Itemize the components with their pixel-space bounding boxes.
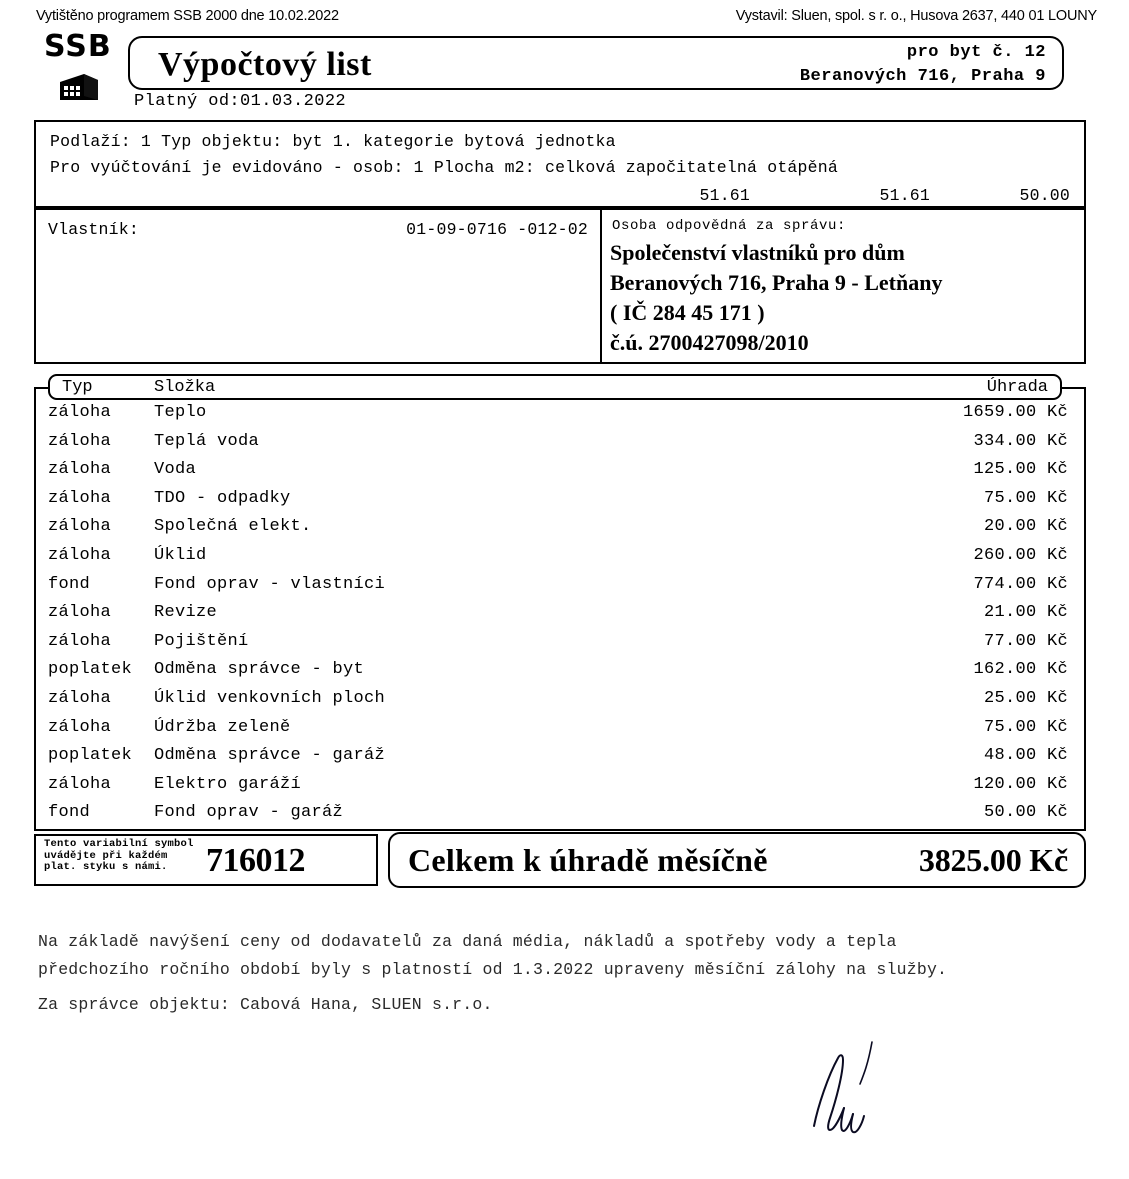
owner-code-value: 01-09-0716 -012-02 xyxy=(406,220,588,239)
ssb-logo-text: SSB xyxy=(44,29,112,64)
row-type: fond xyxy=(48,574,91,594)
variable-symbol-value: 716012 xyxy=(206,842,305,879)
object-info-box xyxy=(34,120,1086,208)
row-component-name: Revize xyxy=(154,603,218,623)
owner-label: Vlastník: xyxy=(48,220,139,239)
row-type: záloha xyxy=(48,717,112,737)
valid-from-label: Platný od:01.03.2022 xyxy=(134,92,347,111)
signature-image xyxy=(790,1030,940,1155)
table-row xyxy=(36,517,1084,546)
administrator-name: Společenství vlastníků pro dům xyxy=(610,240,905,265)
flat-number-label: pro byt č. 12 xyxy=(906,43,1046,62)
row-type: záloha xyxy=(48,631,112,651)
table-row xyxy=(36,546,1084,575)
row-amount: 50.00 Kč xyxy=(983,803,1068,823)
area-countable-value: 51.61 xyxy=(879,186,930,205)
administrator-label: Osoba odpovědná za správu: xyxy=(612,218,847,234)
variable-symbol-box xyxy=(34,834,378,886)
table-row xyxy=(36,746,1084,775)
persons-and-area-line: Pro vyúčtování je evidováno - osob: 1 Plocha m2: celková započitatelná otápěná xyxy=(50,158,838,177)
row-amount: 260.00 Kč xyxy=(973,545,1068,565)
floor-and-type-line: Podlaží: 1 Typ objektu: byt 1. kategorie bytová jednotka xyxy=(50,132,616,151)
row-amount: 75.00 Kč xyxy=(983,717,1068,737)
variable-symbol-note: Tento variabilní symbol uvádějte při každém plat. styku s námi. xyxy=(44,838,194,873)
row-component-name: Odměna správce - byt xyxy=(154,660,365,680)
row-amount: 77.00 Kč xyxy=(983,631,1068,651)
area-total-value: 51.61 xyxy=(699,186,750,205)
table-row xyxy=(36,489,1084,518)
manager-line: Za správce objektu: Cabová Hana, SLUEN s.r.o. xyxy=(38,995,493,1014)
row-component-name: Úklid xyxy=(154,545,207,565)
administrator-details xyxy=(610,238,942,358)
row-amount: 21.00 Kč xyxy=(983,603,1068,623)
column-header-component: Složka xyxy=(154,378,216,397)
row-type: fond xyxy=(48,803,91,823)
flat-address-label: Beranových 716, Praha 9 xyxy=(799,67,1046,86)
row-component-name: Společná elekt. xyxy=(154,517,312,537)
owner-and-administrator-box xyxy=(34,208,1086,364)
footer-note xyxy=(38,928,1098,984)
column-header-type: Typ xyxy=(62,378,93,397)
owner-box-divider xyxy=(600,210,602,362)
column-header-payment: Úhrada xyxy=(986,378,1048,397)
total-box xyxy=(388,832,1086,888)
row-component-name: Elektro garáží xyxy=(154,774,302,794)
row-amount: 25.00 Kč xyxy=(983,688,1068,708)
row-component-name: Údržba zeleně xyxy=(154,717,291,737)
table-row xyxy=(36,660,1084,689)
table-row xyxy=(36,632,1084,661)
row-amount: 125.00 Kč xyxy=(973,460,1068,480)
table-row xyxy=(36,775,1084,804)
table-row xyxy=(36,603,1084,632)
row-component-name: Voda xyxy=(154,460,197,480)
row-amount: 334.00 Kč xyxy=(973,431,1068,451)
flat-identification xyxy=(800,41,1046,89)
table-row xyxy=(36,432,1084,461)
administrator-address: Beranových 716, Praha 9 - Letňany xyxy=(610,270,943,295)
table-row xyxy=(36,460,1084,489)
total-amount: 3825.00 Kč xyxy=(918,842,1068,878)
row-amount: 75.00 Kč xyxy=(983,488,1068,508)
row-amount: 20.00 Kč xyxy=(983,517,1068,537)
row-type: záloha xyxy=(48,774,112,794)
row-type: záloha xyxy=(48,403,112,422)
row-component-name: Odměna správce - garáž xyxy=(154,746,386,766)
row-component-name: Pojištění xyxy=(154,631,249,651)
payments-table xyxy=(34,387,1086,831)
row-type: záloha xyxy=(48,517,112,537)
table-header-row xyxy=(48,374,1062,400)
row-type: záloha xyxy=(48,431,112,451)
table-row xyxy=(36,803,1084,832)
total-label: Celkem k úhradě měsíčně xyxy=(408,842,768,878)
payments-table-rows xyxy=(36,403,1084,832)
row-type: poplatek xyxy=(48,660,133,680)
table-row xyxy=(36,689,1084,718)
table-row xyxy=(36,718,1084,747)
row-component-name: Fond oprav - garáž xyxy=(154,803,344,823)
row-amount: 774.00 Kč xyxy=(973,574,1068,594)
row-amount: 1659.00 Kč xyxy=(962,403,1068,422)
row-amount: 48.00 Kč xyxy=(983,746,1068,766)
row-type: záloha xyxy=(48,488,112,508)
footer-note-line-2: předchozího ročního období byly s platností od 1.3.2022 upraveny měsíční zálohy na služby. xyxy=(38,960,948,979)
table-row xyxy=(36,575,1084,604)
administrator-ic: ( IČ 284 45 171 ) xyxy=(610,300,765,325)
row-component-name: TDO - odpadky xyxy=(154,488,291,508)
row-type: záloha xyxy=(48,460,112,480)
table-row xyxy=(36,403,1084,432)
row-component-name: Teplá voda xyxy=(154,431,260,451)
row-component-name: Teplo xyxy=(154,403,207,422)
row-component-name: Úklid venkovních ploch xyxy=(154,688,386,708)
row-type: záloha xyxy=(48,545,112,565)
printed-by-text: Vytištěno programem SSB 2000 dne 10.02.2022 xyxy=(36,8,339,24)
row-type: záloha xyxy=(48,603,112,623)
row-type: poplatek xyxy=(48,746,133,766)
footer-note-line-1: Na základě navýšení ceny od dodavatelů za daná média, nákladů a spotřeby vody a tepla xyxy=(38,932,897,951)
row-type: záloha xyxy=(48,688,112,708)
page-title: Výpočtový list xyxy=(158,46,372,83)
row-amount: 162.00 Kč xyxy=(973,660,1068,680)
issued-by-text: Vystavil: Sluen, spol. s r. o., Husova 2637, 440 01 LOUNY xyxy=(735,8,1097,24)
row-amount: 120.00 Kč xyxy=(973,774,1068,794)
row-component-name: Fond oprav - vlastníci xyxy=(154,574,386,594)
document-title-box xyxy=(128,36,1064,90)
administrator-account: č.ú. 2700427098/2010 xyxy=(610,330,809,355)
area-heated-value: 50.00 xyxy=(1019,186,1070,205)
